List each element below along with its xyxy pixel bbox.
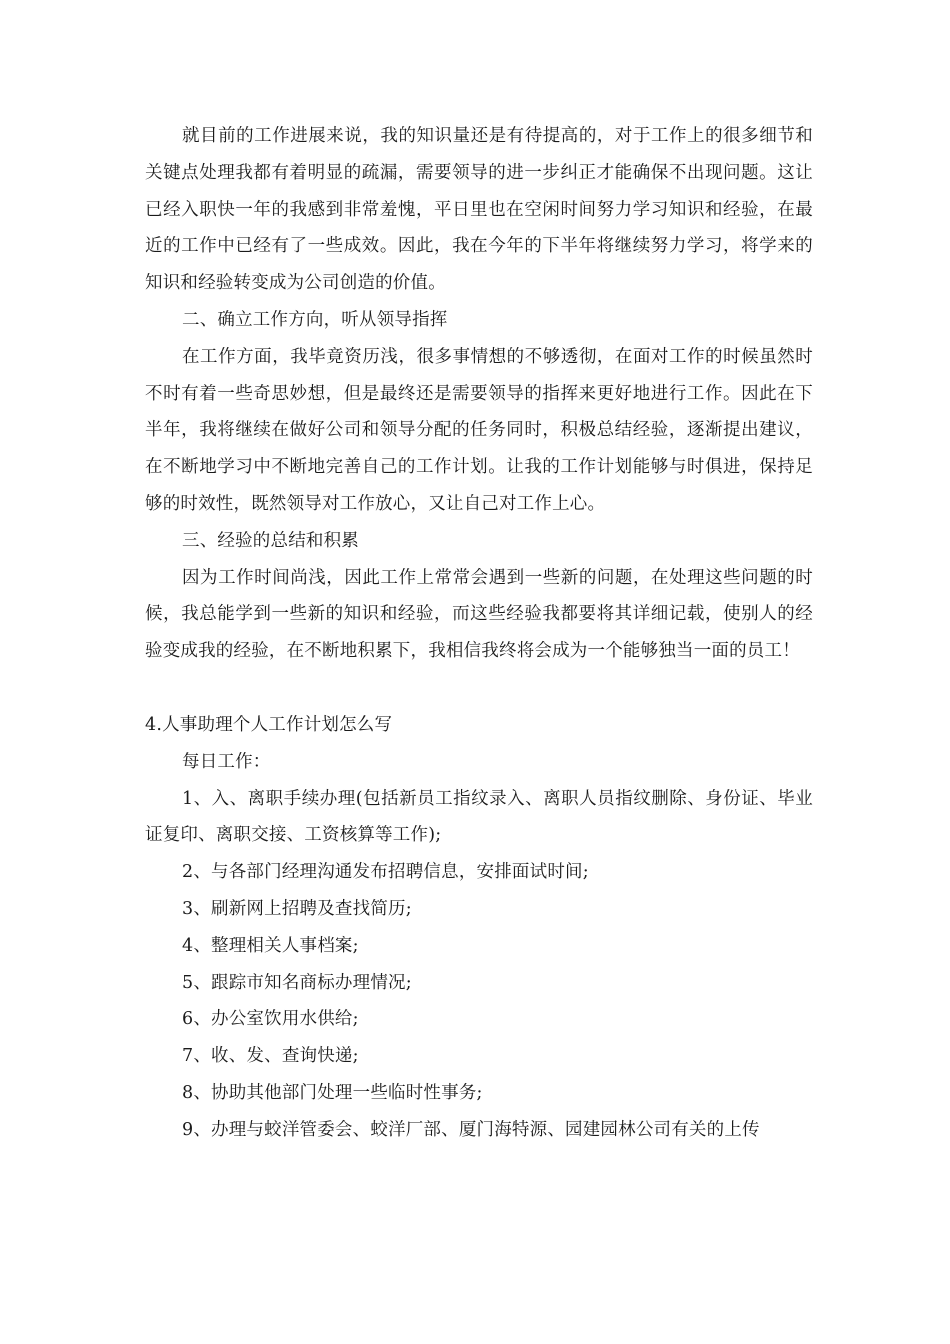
document-page: [145, 118, 813, 1149]
list-item: 6、办公室饮用水供给;: [182, 1009, 359, 1030]
list-item: 5、跟踪市知名商标办理情况;: [182, 972, 412, 993]
heading-experience: 三、经验的总结和积累: [182, 530, 359, 551]
list-item: 8、协助其他部门处理一些临时性事务;: [182, 1082, 483, 1103]
paragraph-study: 就目前的工作进展来说，我的知识量还是有待提高的，对于工作上的很多细节和关键点处理我都有着明显的疏漏，需要领导的进一步纠正才能确保不出现问题。这让已经入职快一年的我感到非常羞愧，平日里也在空闲时间努力学习知识和经验，在最近的工作中已经有了一些成效。因此，我在今年的下半年将继续努力学习，将学来的知识和经验转变成为公司创造的价值。: [145, 126, 813, 294]
section-title: 4.人事助理个人工作计划怎么写: [145, 714, 393, 735]
paragraph-work-direction: 在工作方面，我毕竟资历浅，很多事情想的不够透彻，在面对工作的时候虽然时不时有着一些奇思妙想，但是最终还是需要领导的指挥来更好地进行工作。因此在下半年，我将继续在做好公司和领导分配的任务同时，积极总结经验，逐渐提出建议，在不断地学习中不断地完善自己的工作计划。让我的工作计划能够与时俱进，保持足够的时效性，既然领导对工作放心，又让自己对工作上心。: [145, 346, 813, 514]
heading-work-direction: 二、确立工作方向，听从领导指挥: [182, 309, 448, 330]
daily-work-heading: 每日工作：: [182, 751, 271, 772]
list-item: 7、收、发、查询快递;: [182, 1046, 359, 1067]
daily-task-list: [145, 781, 813, 1149]
list-item: 1、入、离职手续办理(包括新员工指纹录入、离职人员指纹删除、身份证、毕业证复印、离职交接、工资核算等工作);: [145, 788, 813, 846]
paragraph-experience: 因为工作时间尚浅，因此工作上常常会遇到一些新的问题，在处理这些问题的时候，我总能学到一些新的知识和经验，而这些经验我都要将其详细记载，使别人的经验变成我的经验，在不断地积累下，我相信我终将会成为一个能够独当一面的员工！: [145, 567, 813, 662]
list-item: 9、办理与蛟洋管委会、蛟洋厂部、厦门海特源、园建园林公司有关的上传: [182, 1119, 760, 1140]
list-item: 2、与各部门经理沟通发布招聘信息，安排面试时间;: [182, 862, 589, 883]
list-item: 3、刷新网上招聘及查找简历;: [182, 898, 412, 919]
list-item: 4、整理相关人事档案;: [182, 935, 359, 956]
